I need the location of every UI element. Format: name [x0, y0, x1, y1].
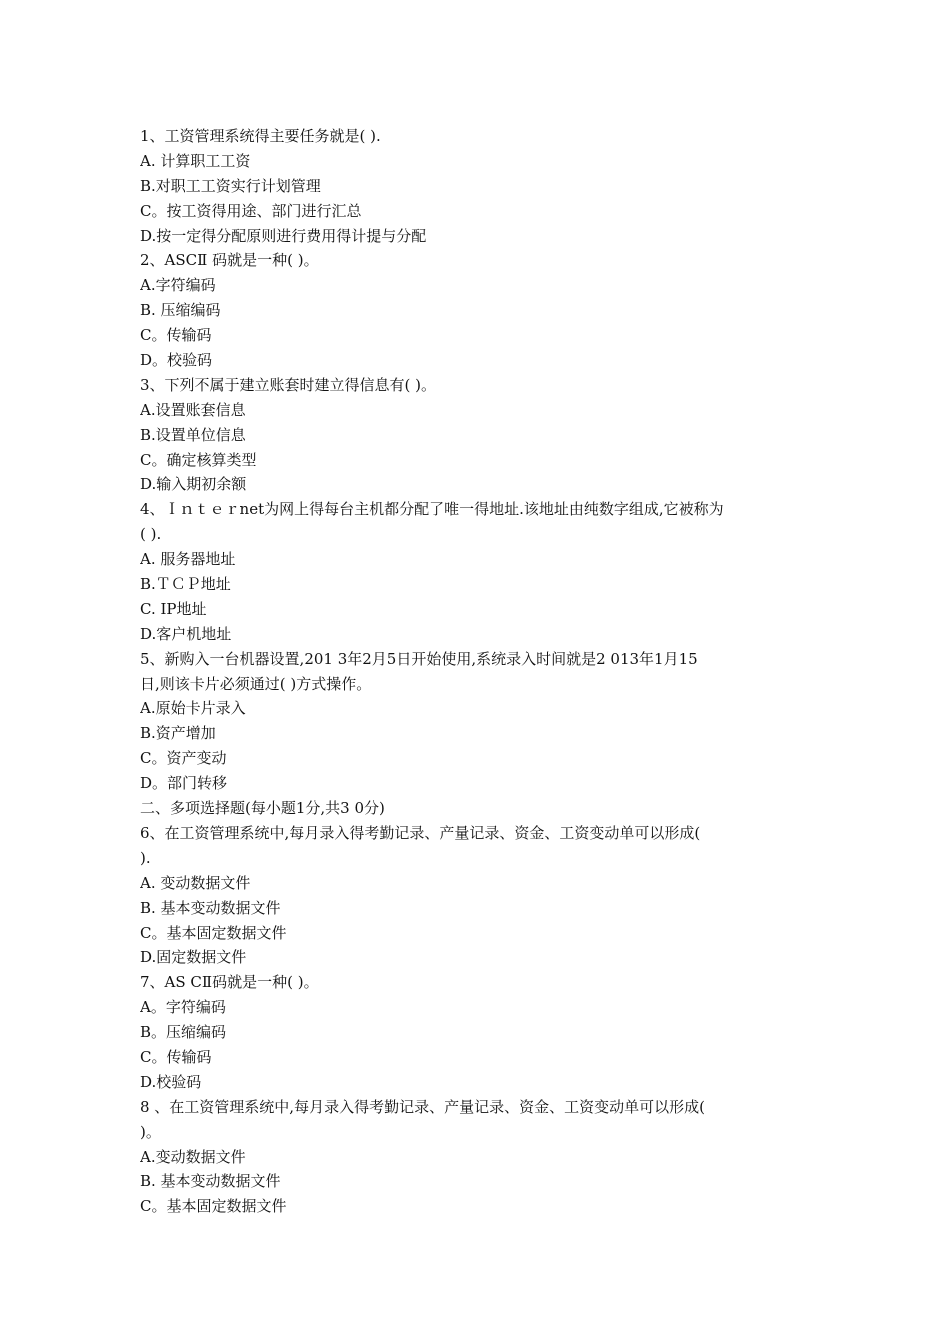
option-1a: A. 计算职工工资: [140, 151, 251, 170]
option-3c: C。确定核算类型: [140, 450, 257, 469]
question-8: 8 、在工资管理系统中,每月录入得考勤记录、产量记录、资金、工资变动单可以形成(: [140, 1097, 705, 1116]
option-6b: B. 基本变动数据文件: [140, 898, 281, 917]
option-4a: A. 服务器地址: [140, 550, 236, 569]
option-7d: D.校验码: [140, 1072, 202, 1091]
option-6c: C。基本固定数据文件: [140, 923, 287, 942]
option-2d: D。校验码: [140, 351, 213, 370]
option-1c: C。按工资得用途、部门进行汇总: [140, 201, 362, 220]
question-4: 4、Ｉｎｔｅｒnet为网上得每台主机都分配了唯一得地址.该地址由纯数字组成,它被称为: [140, 500, 724, 519]
question-3: 3、下列不属于建立账套时建立得信息有( )。: [140, 375, 437, 394]
option-2c: C。传输码: [140, 326, 212, 345]
document-page: [140, 124, 820, 1219]
section-heading: 二、多项选择题(每小题1分,共3 0分): [140, 799, 385, 818]
question-5-continued: 日,则该卡片必须通过( )方式操作。: [140, 674, 372, 693]
option-7c: C。传输码: [140, 1047, 212, 1066]
option-8b: B. 基本变动数据文件: [140, 1172, 281, 1191]
option-5c: C。资产变动: [140, 749, 227, 768]
question-6-continued: ).: [140, 848, 151, 867]
option-5b: B.资产增加: [140, 724, 216, 743]
option-8a: A.变动数据文件: [140, 1147, 246, 1166]
option-6d: D.固定数据文件: [140, 948, 247, 967]
option-2a: A.字符编码: [140, 276, 216, 295]
question-5: 5、新购入一台机器设置,201 3年2月5日开始使用,系统录入时间就是2 013年1月15: [140, 649, 698, 668]
option-5d: D。部门转移: [140, 774, 228, 793]
option-3b: B.设置单位信息: [140, 425, 246, 444]
question-7: 7、AS CⅡ码就是一种( )。: [140, 973, 319, 992]
question-6: 6、在工资管理系统中,每月录入得考勤记录、产量记录、资金、工资变动单可以形成(: [140, 823, 701, 842]
option-1d: D.按一定得分配原则进行费用得计提与分配: [140, 226, 427, 245]
option-8c: C。基本固定数据文件: [140, 1197, 287, 1216]
option-1b: B.对职工工资实行计划管理: [140, 176, 321, 195]
option-5a: A.原始卡片录入: [140, 699, 246, 718]
question-8-continued: )。: [140, 1122, 161, 1141]
option-2b: B. 压缩编码: [140, 301, 221, 320]
option-3d: D.输入期初余额: [140, 475, 247, 494]
option-7a: A。字符编码: [140, 998, 226, 1017]
option-6a: A. 变动数据文件: [140, 873, 251, 892]
option-4d: D.客户机地址: [140, 624, 232, 643]
question-1: 1、工资管理系统得主要任务就是( ).: [140, 127, 381, 145]
option-4c: C. IP地址: [140, 599, 207, 618]
option-4b: B.ＴＣＰ地址: [140, 575, 231, 594]
option-7b: B。压缩编码: [140, 1023, 227, 1042]
option-3a: A.设置账套信息: [140, 400, 246, 419]
question-2: 2、ASCⅡ 码就是一种( )。: [140, 251, 319, 270]
question-4-continued: ( ).: [140, 525, 162, 544]
